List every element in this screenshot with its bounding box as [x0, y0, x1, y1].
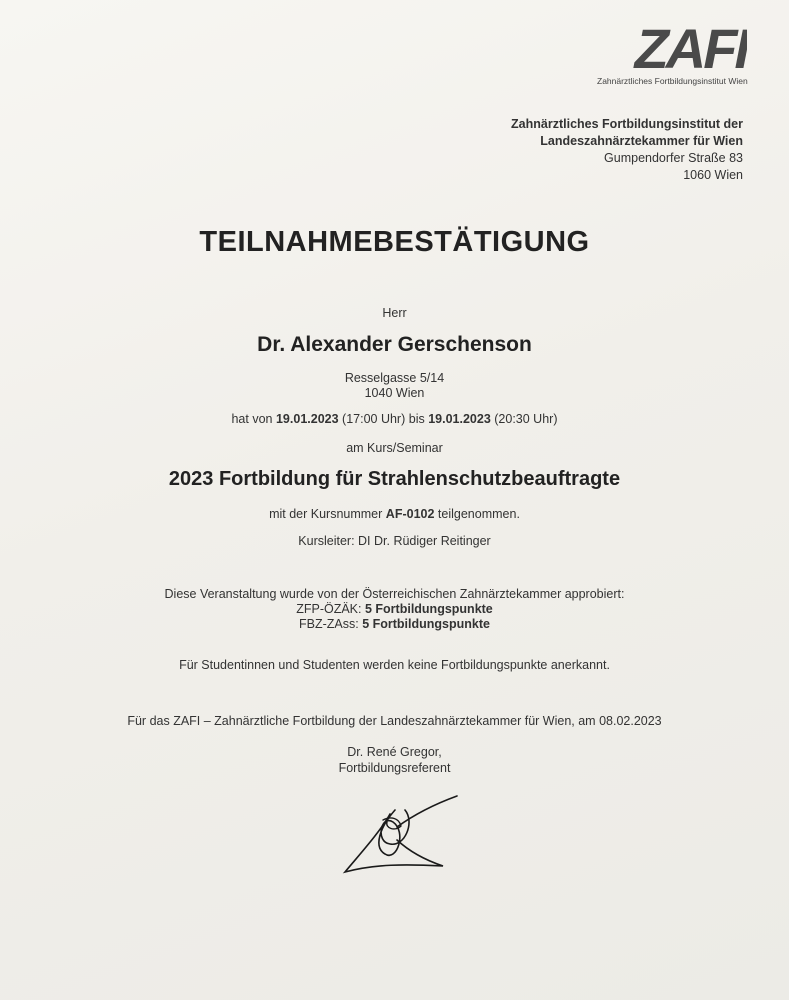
participant-street: Resselgasse 5/14	[344, 371, 445, 385]
approval-points-zfp	[0, 602, 789, 616]
course-leader: Kursleiter: DI Dr. Rüdiger Reitinger	[298, 534, 491, 548]
approval-text: Diese Veranstaltung wurde von der Österreichischen Zahnärztekammer approbiert:	[164, 587, 625, 601]
period-prefix: hat von	[231, 412, 273, 426]
course-number-prefix: mit der Kursnummer	[269, 507, 383, 521]
closing-line: Für das ZAFI – Zahnärztliche Fortbildung der Landeszahnärztekammer für Wien, am 08.02.2023	[127, 714, 662, 728]
period-end-time: (20:30 Uhr)	[494, 412, 558, 426]
address-line-1: Zahnärztliches Fortbildungsinstitut der	[511, 117, 743, 131]
approval-points-fbz	[0, 617, 789, 631]
participant-name: Dr. Alexander Gerschenson	[257, 333, 532, 356]
zafi-logo	[597, 20, 747, 86]
attendance-period	[0, 412, 789, 426]
zafi-logo-mark	[607, 20, 747, 74]
period-middle: bis	[408, 412, 425, 426]
course-number: AF-0102	[385, 507, 435, 521]
address-street: Gumpendorfer Straße 83	[604, 151, 743, 165]
logo-subtitle: Zahnärztliches Fortbildungsinstitut Wien	[597, 76, 748, 86]
student-note: Für Studentinnen und Studenten werden keine Fortbildungspunkte anerkannt.	[179, 658, 610, 672]
points-label: ZFP-ÖZÄK:	[296, 602, 362, 616]
document-title: TEILNAHMEBESTÄTIGUNG	[199, 226, 590, 258]
points-value: 5 Fortbildungspunkte	[364, 602, 493, 616]
course-number-line	[0, 507, 789, 521]
address-line-2: Landeszahnärztekammer für Wien	[540, 134, 743, 148]
signatory-name: Dr. René Gregor,	[347, 745, 442, 759]
period-start-time: (17:00 Uhr)	[342, 412, 406, 426]
institute-address	[511, 116, 743, 184]
salutation: Herr	[382, 306, 407, 320]
course-intro: am Kurs/Seminar	[346, 441, 443, 455]
points-label: FBZ-ZAss:	[299, 617, 359, 631]
points-value: 5 Fortbildungspunkte	[362, 617, 490, 631]
course-title: 2023 Fortbildung für Strahlenschutzbeauftragte	[168, 468, 621, 490]
logo-text: ZAFI	[634, 20, 747, 74]
period-end-date: 19.01.2023	[428, 412, 491, 426]
participant-city: 1040 Wien	[364, 386, 425, 400]
handwritten-signature	[335, 792, 465, 882]
period-start-date: 19.01.2023	[275, 412, 339, 426]
address-city: 1060 Wien	[683, 168, 743, 182]
course-number-suffix: teilgenommen.	[437, 507, 520, 521]
signatory-role: Fortbildungsreferent	[338, 761, 451, 775]
